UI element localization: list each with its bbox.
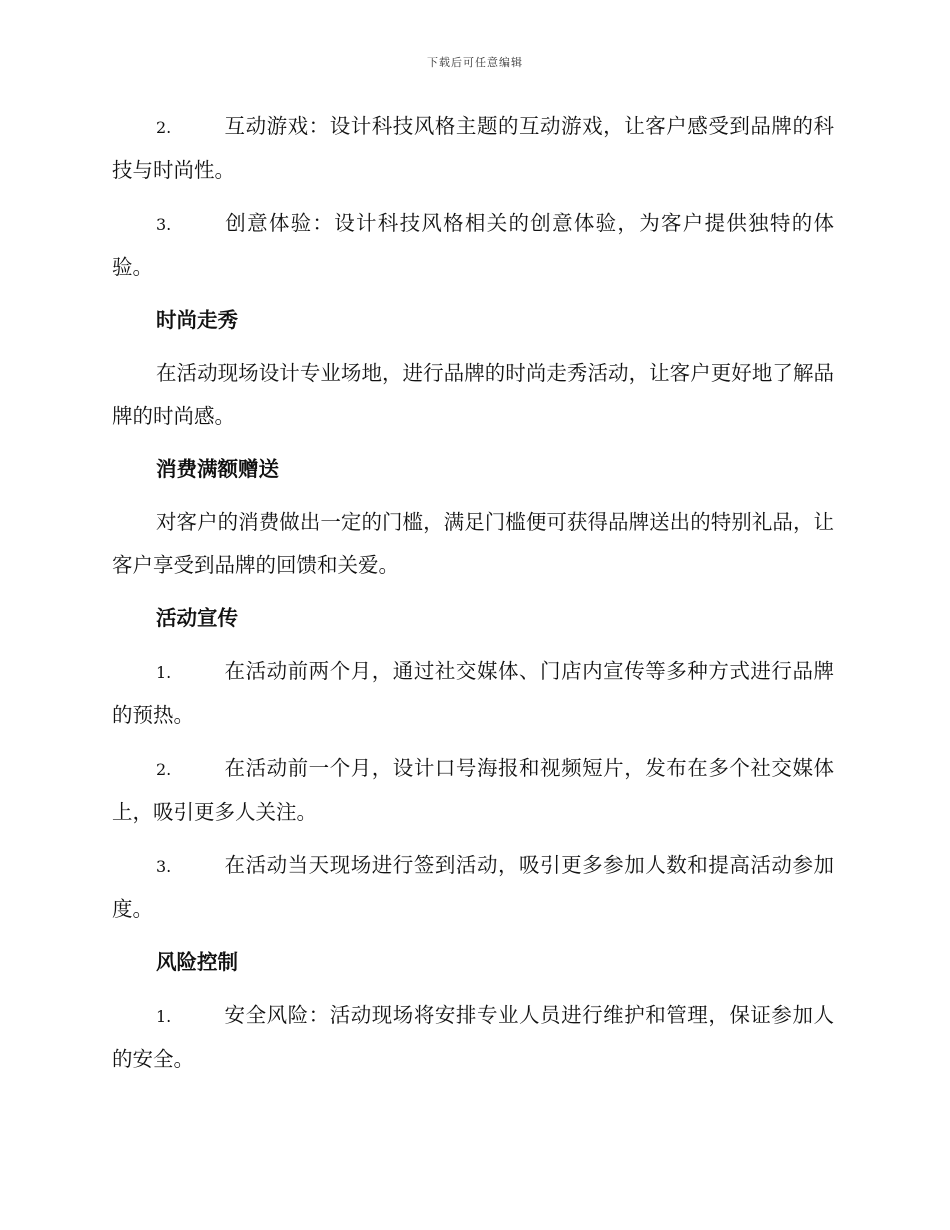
list-item-text: 在活动前两个月，通过社交媒体、门店内宣传等多种方式进行品牌的预热。: [112, 659, 834, 727]
document-body: [112, 105, 834, 1091]
list-item-text: 互动游戏：设计科技风格主题的互动游戏，让客户感受到品牌的科技与时尚性。: [112, 114, 834, 182]
list-item-text: 在活动当天现场进行签到活动，吸引更多参加人数和提高活动参加度。: [112, 853, 834, 921]
list-number: 3.: [156, 857, 172, 876]
paragraph-fashion-show: 在活动现场设计专业场地，进行品牌的时尚走秀活动，让客户更好地了解品牌的时尚感。: [112, 361, 834, 428]
list-number: 1.: [156, 663, 172, 682]
list-item-interactive-game: [112, 105, 834, 192]
list-item-promotion-2: [112, 747, 834, 834]
section-heading-promotion: 活动宣传: [156, 606, 238, 630]
list-number: 3.: [156, 215, 172, 234]
page-header: 下载后可任意编辑: [427, 56, 523, 69]
section-heading-risk-control: 风险控制: [156, 950, 238, 974]
paragraph-spend-gift: 对客户的消费做出一定的门槛，满足门槛便可获得品牌送出的特别礼品，让客户享受到品牌的回馈和关爱。: [112, 510, 834, 577]
list-item-promotion-1: [112, 650, 834, 737]
list-number: 1.: [156, 1007, 172, 1026]
list-item-creative-experience: [112, 202, 834, 289]
list-number: 2.: [156, 118, 172, 137]
list-item-safety-risk: [112, 994, 834, 1081]
list-item-text: 在活动前一个月，设计口号海报和视频短片，发布在多个社交媒体上，吸引更多人关注。: [112, 756, 834, 824]
list-item-text: 创意体验：设计科技风格相关的创意体验，为客户提供独特的体验。: [112, 211, 834, 279]
section-heading-spend-gift: 消费满额赠送: [156, 457, 279, 481]
list-item-promotion-3: [112, 844, 834, 931]
list-number: 2.: [156, 760, 172, 779]
section-heading-fashion-show: 时尚走秀: [156, 308, 238, 332]
list-item-text: 安全风险：活动现场将安排专业人员进行维护和管理，保证参加人的安全。: [112, 1003, 834, 1071]
